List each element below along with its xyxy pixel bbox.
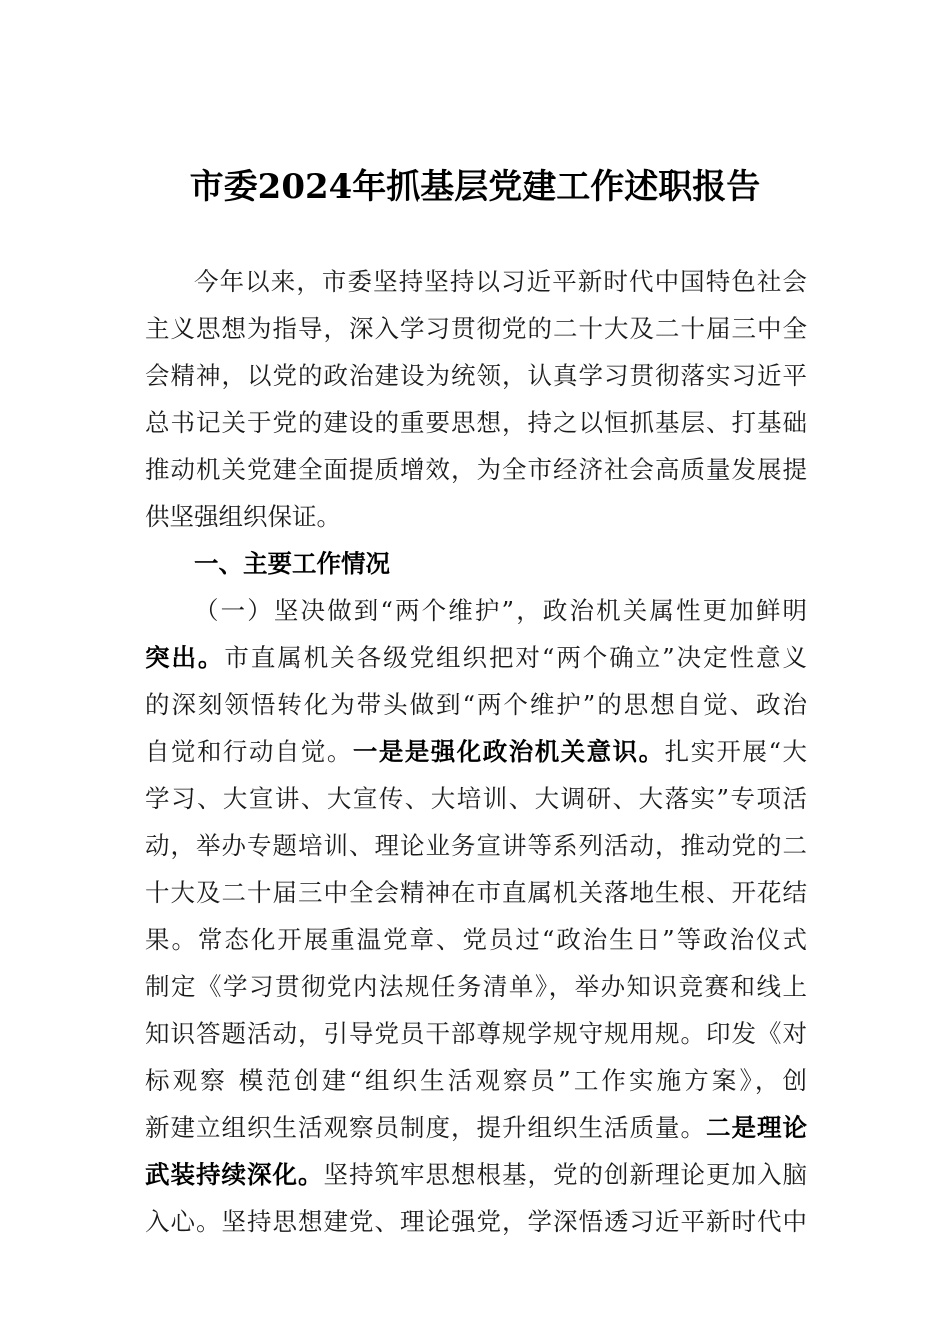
point-one-title: 一是是强化政治机关意识。 — [352, 737, 665, 766]
point-two-title: 武装持续深化。 — [145, 1160, 324, 1189]
body-line — [145, 634, 807, 681]
subsection-title-end: 突出。 — [145, 643, 225, 672]
body-line: 标观察 模范创建“组织生活观察员”工作实施方案》，创 — [145, 1066, 807, 1095]
intro-line: 今年以来，市委坚持坚持以习近平新时代中国特色社会 — [194, 267, 807, 296]
body-line: 果。常态化开展重温党章、党员过“政治生日”等政治仪式 — [145, 925, 807, 954]
body-line: 入心。坚持思想建党、理论强党，学深悟透习近平新时代中 — [145, 1207, 807, 1236]
subsection-line: （一）坚决做到“两个维护”，政治机关属性更加鲜明 — [194, 596, 807, 625]
body-line: 十大及二十届三中全会精神在市直属机关落地生根、开花结 — [145, 878, 807, 907]
intro-line: 会精神，以党的政治建设为统领，认真学习贯彻落实习近平 — [145, 361, 807, 390]
intro-line: 主义思想为指导，深入学习贯彻党的二十大及二十届三中全 — [145, 314, 807, 343]
body-text: 自觉和行动自觉。 — [145, 737, 353, 766]
body-line: 学习、大宣讲、大宣传、大培训、大调研、大落实”专项活 — [145, 784, 807, 813]
body-text: 扎实开展“大 — [664, 737, 807, 766]
intro-line: 总书记关于党的建设的重要思想，持之以恒抓基层、打基础 — [145, 408, 807, 437]
document-title: 市委2024年抓基层党建工作述职报告 — [189, 167, 761, 207]
body-line — [145, 1151, 807, 1198]
section-heading: 一、主要工作情况 — [194, 549, 390, 578]
body-text: 市直属机关各级党组织把对“两个确立”决定性意义 — [224, 643, 807, 672]
body-line — [145, 728, 807, 775]
body-line — [145, 1104, 807, 1151]
intro-line: 推动机关党建全面提质增效，为全市经济社会高质量发展提 — [145, 455, 807, 484]
body-text: 坚持筑牢思想根基，党的创新理论更加入脑 — [323, 1160, 807, 1189]
intro-line: 供坚强组织保证。 — [145, 502, 341, 531]
body-line: 知识答题活动，引导党员干部尊规学规守规用规。印发《对 — [145, 1019, 807, 1048]
body-line: 制定《学习贯彻党内法规任务清单》，举办知识竞赛和线上 — [145, 972, 807, 1001]
point-two-title: 二是理论 — [706, 1113, 807, 1142]
body-line: 的深刻领悟转化为带头做到“两个维护”的思想自觉、政治 — [145, 690, 807, 719]
body-line: 动，举办专题培训、理论业务宣讲等系列活动，推动党的二 — [145, 831, 807, 860]
body-text: 新建立组织生活观察员制度，提升组织生活质量。 — [145, 1113, 706, 1142]
